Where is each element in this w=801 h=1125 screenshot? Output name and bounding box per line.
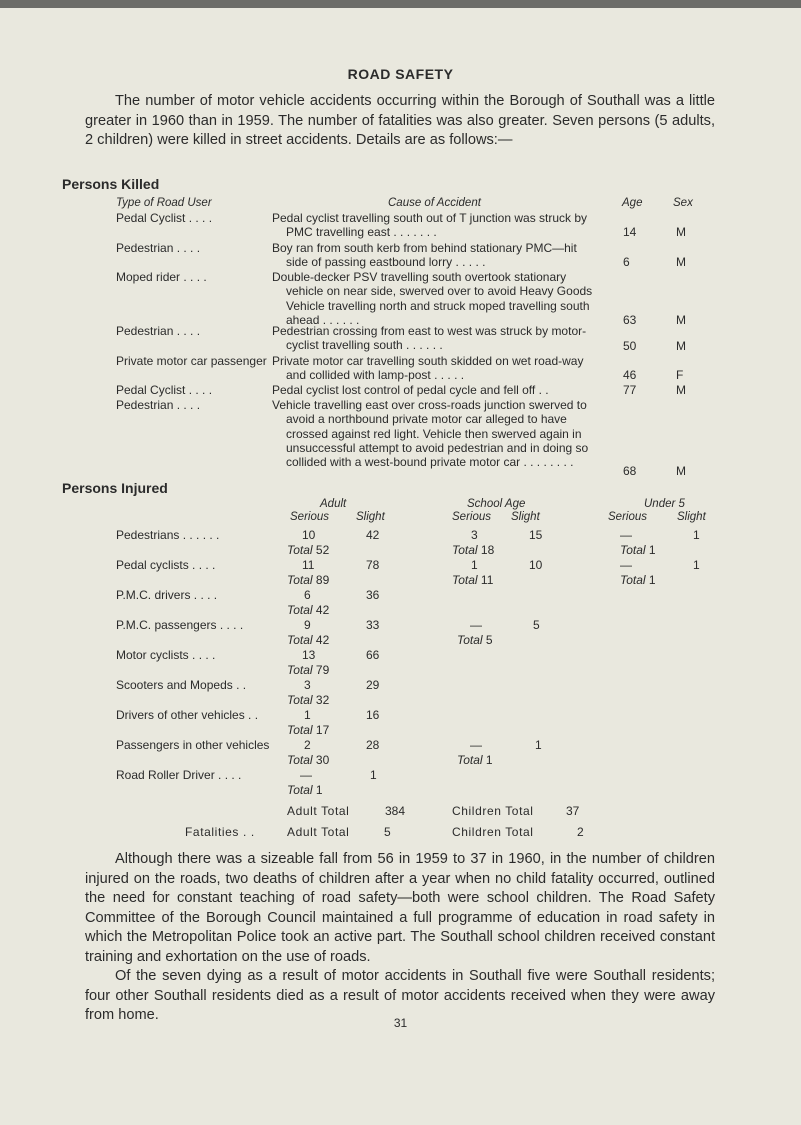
adult-slight: 1 [370, 768, 377, 782]
school-total: Total 1 [457, 753, 493, 767]
injured-label: Pedal cyclists . . . . [116, 558, 216, 572]
adult-total-label: Adult Total [287, 804, 350, 818]
killed-age: 6 [623, 255, 630, 269]
children-total-value: 37 [566, 804, 580, 818]
injured-label: Pedestrians . . . . . . [116, 528, 220, 542]
fatal-children-total-value: 2 [577, 825, 584, 839]
adult-serious: — [300, 768, 312, 782]
fatal-children-total-label: Children Total [452, 825, 534, 839]
killed-type: Pedal Cyclist . . . . [116, 211, 213, 225]
scan-edge [0, 0, 801, 8]
killed-age: 14 [623, 225, 637, 239]
group-header-school: School Age [467, 498, 526, 510]
killed-cause: Double-decker PSV travelling south overtook stationary vehicle on near side, swerved over to avoid Heavy Goods Vehicle travelling north and struck moped travelling south ahead . . . . . . [272, 270, 593, 327]
killed-sex: F [676, 368, 684, 382]
closing-paragraph: Of the seven dying as a result of motor accidents in Southall five were Southall residents; four other Southall residents died as a result of motor accidents received when they were away from home. [85, 968, 715, 1023]
adult-slight: 16 [366, 708, 380, 722]
injured-label: Passengers in other vehicles [116, 738, 270, 752]
col-header-cause: Cause of Accident [388, 197, 481, 209]
killed-type: Pedestrian . . . . [116, 398, 201, 412]
killed-sex: M [676, 255, 686, 269]
injured-label: Scooters and Mopeds . . [116, 678, 247, 692]
school-slight: 15 [529, 528, 543, 542]
adult-serious: 9 [304, 618, 311, 632]
sub-header-slight: Slight [677, 511, 706, 523]
adult-serious: 3 [304, 678, 311, 692]
under5-total: Total 1 [620, 573, 656, 587]
adult-serious: 6 [304, 588, 311, 602]
adult-total: Total 17 [287, 723, 330, 737]
killed-type: Pedestrian . . . . [116, 241, 201, 255]
killed-type: Moped rider . . . . [116, 270, 207, 284]
school-total: Total 5 [457, 633, 493, 647]
school-serious: 3 [471, 528, 478, 542]
adult-total: Total 42 [287, 603, 330, 617]
sub-header-serious: Serious [290, 511, 329, 523]
injured-label: Road Roller Driver . . . . [116, 768, 242, 782]
adult-total: Total 30 [287, 753, 330, 767]
sub-header-slight: Slight [511, 511, 540, 523]
fatal-adult-total-label: Adult Total [287, 825, 350, 839]
closing-paragraph: Although there was a sizeable fall from 56 in 1959 to 37 in 1960, in the number of children injured on the roads, two deaths of children after a year when no child fatality occurred, outlined the need for constant teaching of road safety—both were school children. The Road Safety Committee of the Borough Council maintained a full programme of education in road safety in which the Metropolitan Police took an active part. The Southall school children received constant training and exhortation on the use of roads. [85, 851, 715, 965]
killed-age: 68 [623, 464, 637, 478]
killed-cause: Private motor car travelling south skidded on wet road-way and collided with lamp-post . . . . . [272, 354, 584, 383]
adult-total: Total 89 [287, 573, 330, 587]
under5-slight: 1 [693, 528, 700, 542]
school-slight: 1 [535, 738, 542, 752]
school-slight: 5 [533, 618, 540, 632]
adult-total: Total 79 [287, 663, 330, 677]
adult-serious: 10 [302, 528, 316, 542]
adult-serious: 1 [304, 708, 311, 722]
killed-age: 63 [623, 313, 637, 327]
intro-paragraph [85, 92, 715, 151]
adult-serious: 13 [302, 648, 316, 662]
under5-slight: 1 [693, 558, 700, 572]
adult-total: Total 52 [287, 543, 330, 557]
killed-sex: M [676, 225, 686, 239]
under5-serious: — [620, 528, 632, 542]
adult-total: Total 1 [287, 783, 323, 797]
injured-heading: Persons Injured [62, 480, 168, 496]
closing-paragraphs [85, 850, 715, 1026]
sub-header-serious: Serious [608, 511, 647, 523]
adult-slight: 36 [366, 588, 380, 602]
page-number: 31 [393, 1016, 408, 1030]
adult-slight: 66 [366, 648, 380, 662]
adult-total: Total 42 [287, 633, 330, 647]
school-serious: — [470, 738, 482, 752]
killed-type: Private motor car passenger [116, 354, 267, 368]
killed-cause: Pedal cyclist travelling south out of T junction was struck by PMC travelling east . . . . . . . [272, 211, 588, 240]
page-title: ROAD SAFETY [347, 66, 454, 82]
children-total-label: Children Total [452, 804, 534, 818]
killed-cause: Boy ran from south kerb from behind stationary PMC—hit side of passing eastbound lorry . . . . . [272, 241, 577, 270]
killed-sex: M [676, 464, 686, 478]
killed-sex: M [676, 339, 686, 353]
school-serious: — [470, 618, 482, 632]
adult-slight: 78 [366, 558, 380, 572]
killed-age: 46 [623, 368, 637, 382]
school-total: Total 11 [452, 573, 494, 587]
killed-sex: M [676, 313, 686, 327]
adult-total: Total 32 [287, 693, 330, 707]
fatal-adult-total-value: 5 [384, 825, 391, 839]
killed-type: Pedestrian . . . . [116, 324, 201, 338]
killed-heading: Persons Killed [62, 176, 160, 192]
injured-label: Motor cyclists . . . . [116, 648, 216, 662]
school-slight: 10 [529, 558, 543, 572]
adult-slight: 28 [366, 738, 380, 752]
sub-header-serious: Serious [452, 511, 491, 523]
adult-total-value: 384 [385, 804, 406, 818]
injured-label: P.M.C. drivers . . . . [116, 588, 218, 602]
injured-label: P.M.C. passengers . . . . [116, 618, 244, 632]
under5-serious: — [620, 558, 632, 572]
killed-cause: Vehicle travelling east over cross-roads junction swerved to avoid a northbound private motor car alleged to have crossed against red light. Vehicle then swerved again in unsuccessful attempt to avoid pedestrian and in doing so collided with a west-bound private motor car . . . . . . . . [272, 398, 589, 470]
adult-slight: 29 [366, 678, 380, 692]
sub-header-slight: Slight [356, 511, 385, 523]
school-total: Total 18 [452, 543, 495, 557]
fatalities-label: Fatalities . . [185, 825, 255, 839]
under5-total: Total 1 [620, 543, 656, 557]
killed-sex: M [676, 383, 686, 397]
killed-cause: Pedal cyclist lost control of pedal cycle and fell off . . [272, 383, 549, 397]
school-serious: 1 [471, 558, 478, 572]
col-header-type: Type of Road User [116, 197, 212, 209]
killed-cause: Pedestrian crossing from east to west was struck by motor-cyclist travelling south . . . . . . [272, 324, 587, 353]
adult-serious: 11 [302, 558, 315, 572]
col-header-age: Age [622, 197, 643, 209]
injured-label: Drivers of other vehicles . . [116, 708, 259, 722]
col-header-sex: Sex [673, 197, 693, 209]
killed-type: Pedal Cyclist . . . . [116, 383, 213, 397]
group-header-adult: Adult [320, 498, 347, 510]
killed-age: 50 [623, 339, 637, 353]
killed-age: 77 [623, 383, 637, 397]
adult-slight: 33 [366, 618, 380, 632]
adult-serious: 2 [304, 738, 311, 752]
adult-slight: 42 [366, 528, 380, 542]
intro-text: The number of motor vehicle accidents occurring within the Borough of Southall was a little greater in 1960 than in 1959. The number of fatalities was also greater. Seven persons (5 adults, 2 children) were killed in street accidents. Details are as follows:— [85, 93, 715, 148]
group-header-under5: Under 5 [644, 498, 685, 510]
